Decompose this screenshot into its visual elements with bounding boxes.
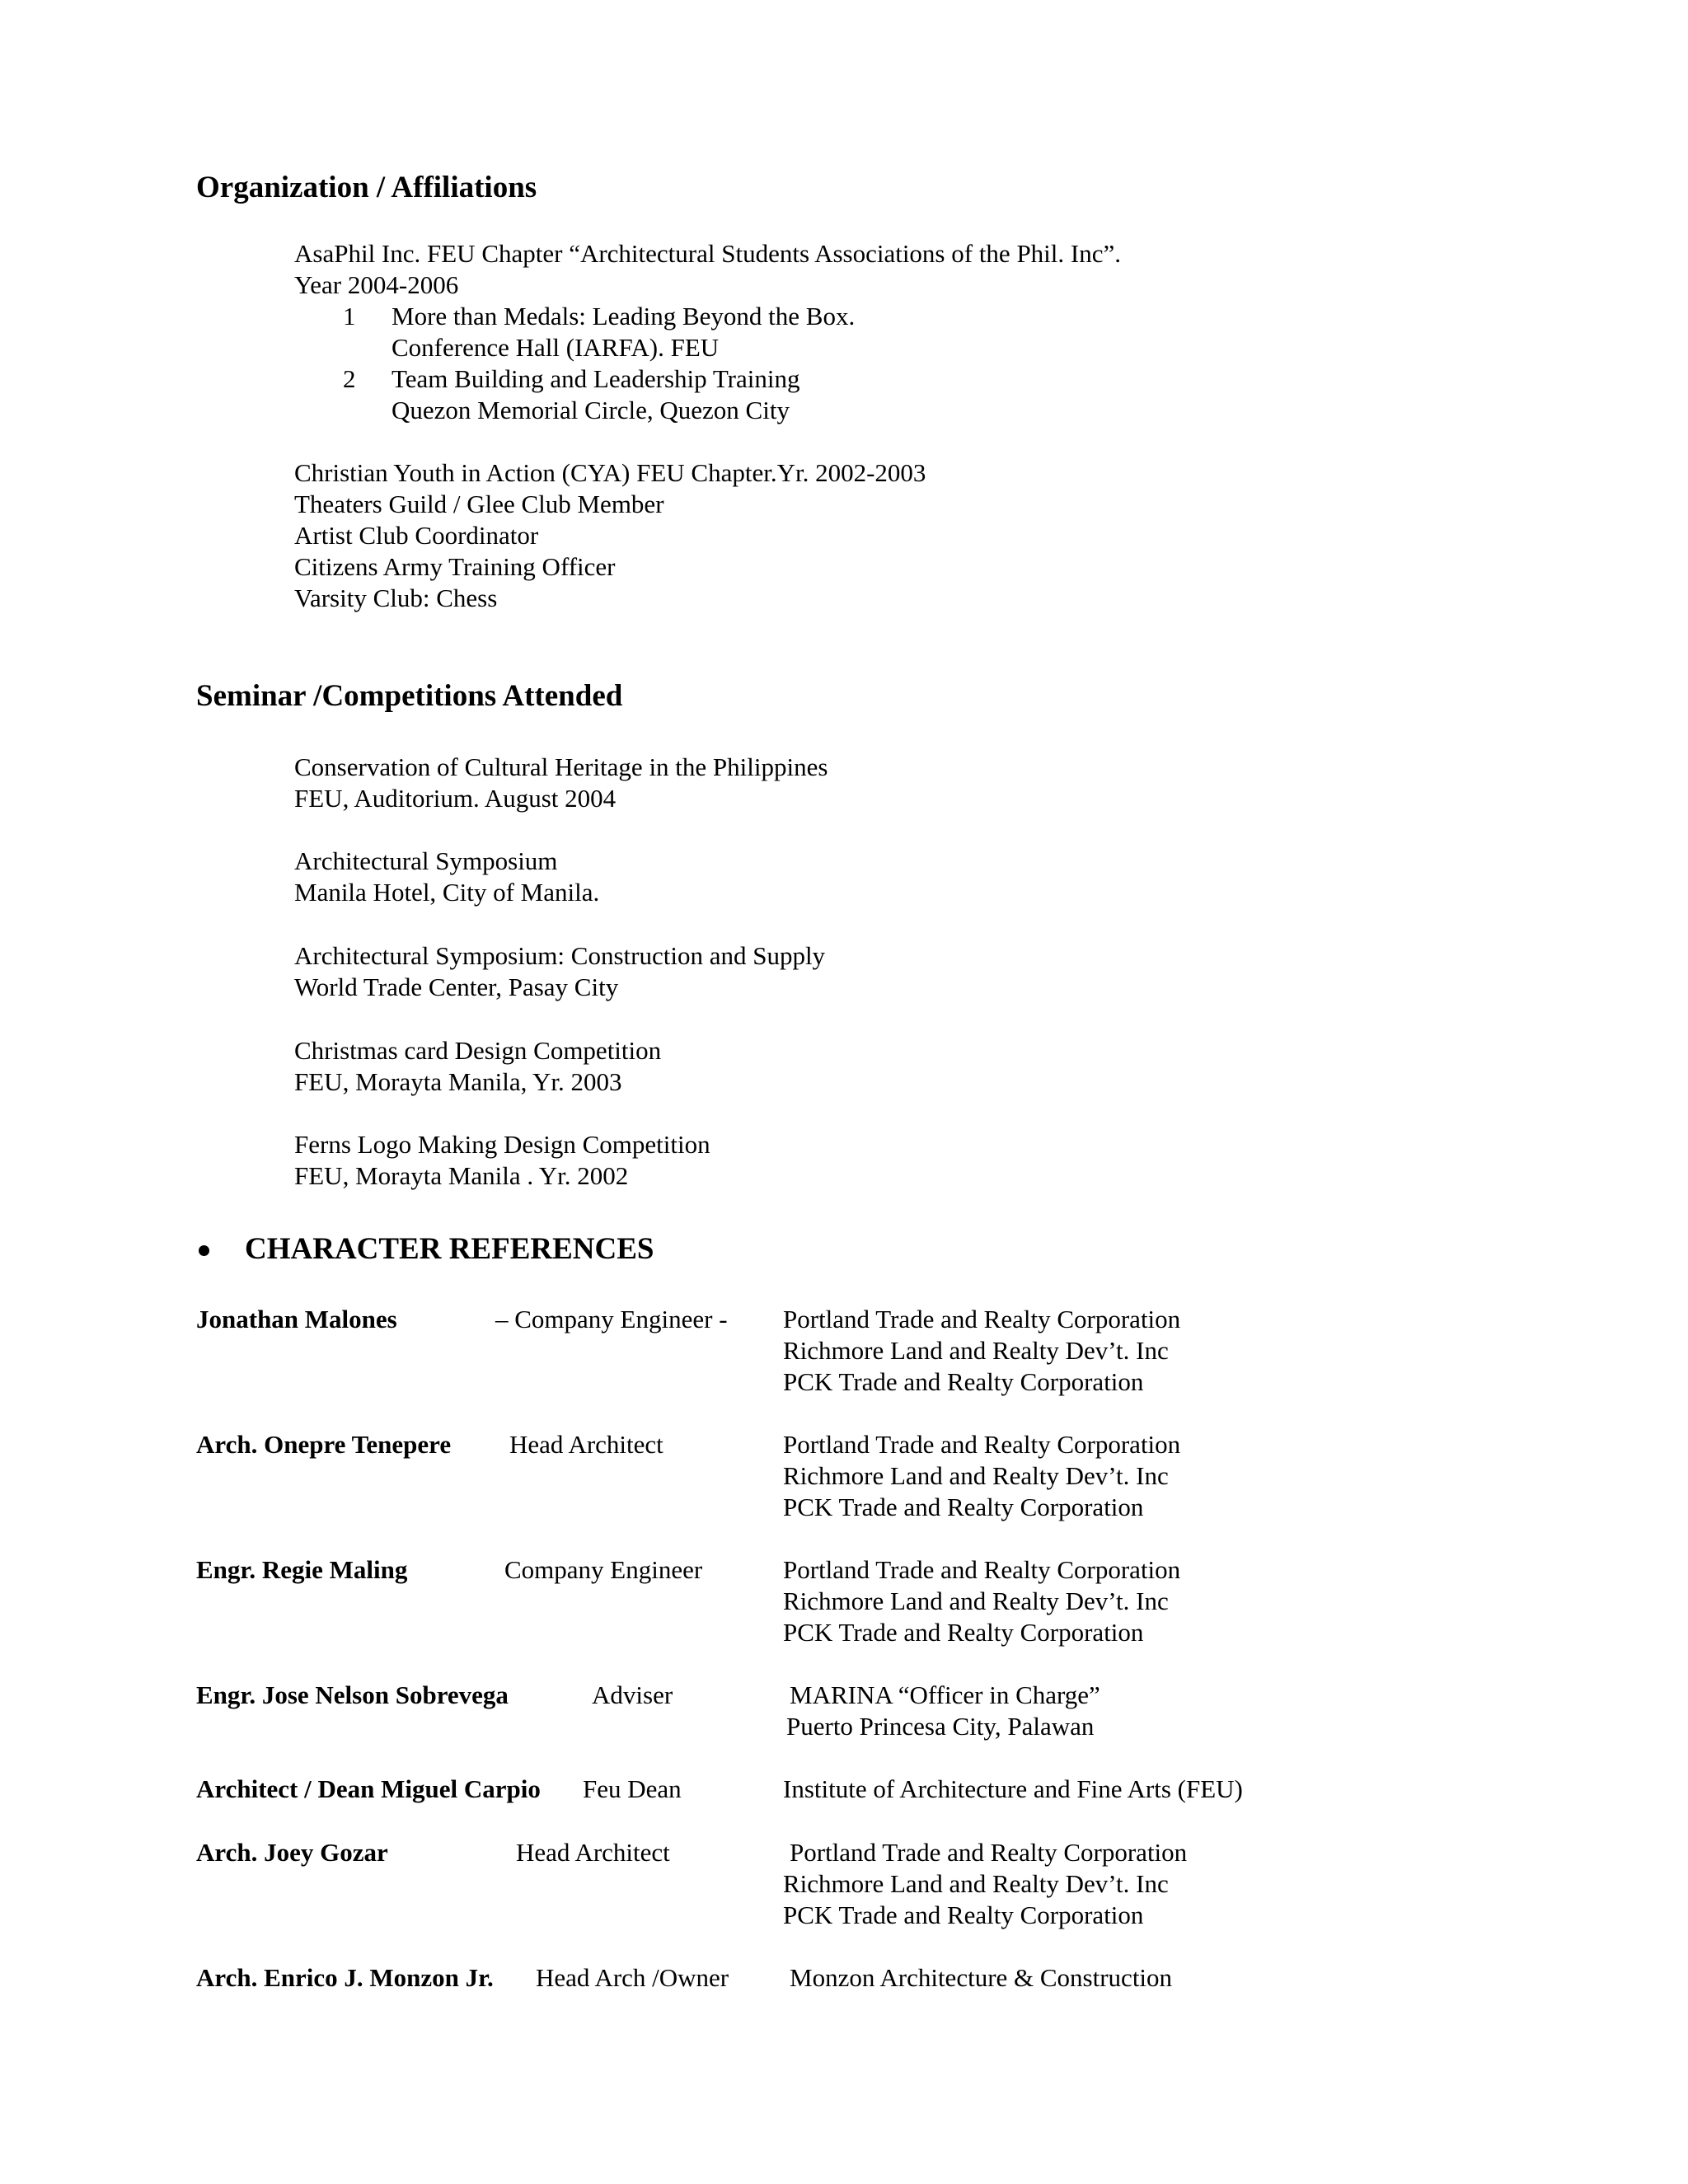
reference-company: PCK Trade and Realty Corporation	[783, 1493, 1144, 1521]
list-item: More than Medals: Leading Beyond the Box.	[392, 302, 856, 330]
affiliation-line: Artist Club Coordinator	[294, 521, 539, 550]
reference-company: Richmore Land and Realty Dev’t. Inc	[783, 1336, 1169, 1365]
list-item-location: Quezon Memorial Circle, Quezon City	[392, 396, 790, 424]
reference-name: Architect / Dean Miguel Carpio	[196, 1774, 541, 1803]
reference-company: MARINA “Officer in Charge”	[790, 1680, 1100, 1709]
list-item: Team Building and Leadership Training	[392, 364, 800, 393]
list-item-number: 1	[343, 302, 356, 330]
affiliation-line: Christian Youth in Action (CYA) FEU Chapter.Yr. 2002-2003	[294, 458, 926, 487]
reference-company: Richmore Land and Realty Dev’t. Inc	[783, 1586, 1169, 1615]
reference-company: Monzon Architecture & Construction	[790, 1963, 1173, 1992]
seminar-location: Manila Hotel, City of Manila.	[294, 878, 600, 907]
affiliation-line: Theaters Guild / Glee Club Member	[294, 490, 664, 518]
reference-company: Institute of Architecture and Fine Arts (FEU)	[783, 1774, 1243, 1803]
reference-name: Engr. Jose Nelson Sobrevega	[196, 1680, 509, 1709]
reference-role: Head Architect	[516, 1838, 670, 1867]
seminar-location: FEU, Morayta Manila . Yr. 2002	[294, 1161, 629, 1190]
reference-role: Feu Dean	[583, 1774, 682, 1803]
reference-role: Head Arch /Owner	[536, 1963, 729, 1992]
reference-company: Richmore Land and Realty Dev’t. Inc	[783, 1869, 1169, 1898]
seminar-title: Architectural Symposium: Construction and Supply	[294, 941, 826, 970]
reference-name: Arch. Enrico J. Monzon Jr.	[196, 1963, 494, 1992]
affiliation-asaphil: AsaPhil Inc. FEU Chapter “Architectural Students Associations of the Phil. Inc”.	[294, 239, 1122, 268]
reference-company: PCK Trade and Realty Corporation	[783, 1367, 1144, 1396]
section-heading-organization: Organization / Affiliations	[196, 171, 537, 204]
seminar-title: Conservation of Cultural Heritage in the Philippines	[294, 752, 828, 781]
list-item-number: 2	[343, 364, 356, 393]
reference-role: Adviser	[592, 1680, 673, 1709]
reference-name: Arch. Joey Gozar	[196, 1838, 388, 1867]
reference-role: Company Engineer	[504, 1555, 703, 1584]
reference-name: Arch. Onepre Tenepere	[196, 1430, 452, 1459]
reference-company: PCK Trade and Realty Corporation	[783, 1618, 1144, 1647]
section-heading-seminars: Seminar /Competitions Attended	[196, 679, 623, 713]
bullet-icon	[199, 1245, 209, 1256]
affiliation-year: Year 2004-2006	[294, 270, 459, 299]
section-heading-references: CHARACTER REFERENCES	[245, 1232, 654, 1266]
seminar-location: FEU, Auditorium. August 2004	[294, 784, 617, 813]
reference-company: PCK Trade and Realty Corporation	[783, 1900, 1144, 1929]
seminar-title: Ferns Logo Making Design Competition	[294, 1130, 710, 1159]
seminar-location: World Trade Center, Pasay City	[294, 972, 619, 1001]
reference-company: Richmore Land and Realty Dev’t. Inc	[783, 1461, 1169, 1490]
seminar-title: Christmas card Design Competition	[294, 1036, 662, 1065]
reference-company: Portland Trade and Realty Corporation	[783, 1430, 1181, 1459]
seminar-title: Architectural Symposium	[294, 846, 558, 875]
affiliation-line: Varsity Club: Chess	[294, 583, 498, 612]
affiliation-line: Citizens Army Training Officer	[294, 552, 616, 581]
reference-company: Puerto Princesa City, Palawan	[786, 1712, 1095, 1741]
list-item-location: Conference Hall (IARFA). FEU	[392, 333, 720, 362]
reference-role: – Company Engineer -	[495, 1305, 728, 1333]
reference-company: Portland Trade and Realty Corporation	[783, 1555, 1181, 1584]
seminar-location: FEU, Morayta Manila, Yr. 2003	[294, 1067, 622, 1096]
reference-role: Head Architect	[509, 1430, 663, 1459]
reference-name: Engr. Regie Maling	[196, 1555, 408, 1584]
reference-company: Portland Trade and Realty Corporation	[783, 1305, 1181, 1333]
reference-company: Portland Trade and Realty Corporation	[790, 1838, 1188, 1867]
reference-name: Jonathan Malones	[196, 1305, 397, 1333]
